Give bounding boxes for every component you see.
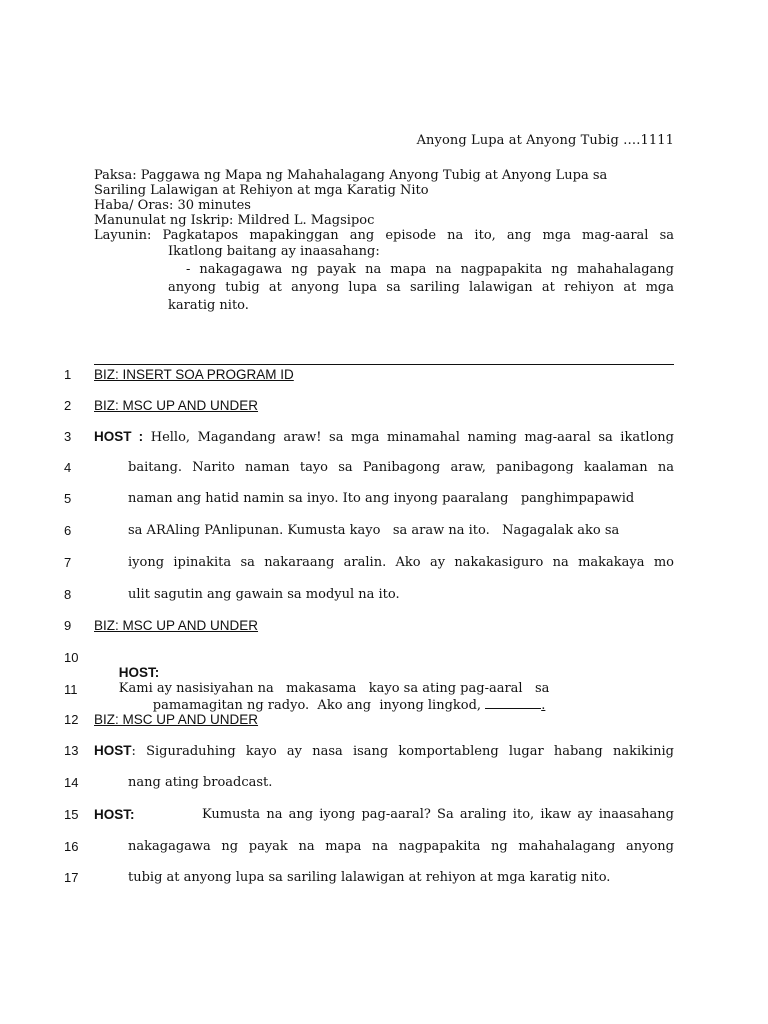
biz-cue: BIZ: INSERT SOA PROGRAM ID bbox=[94, 367, 294, 382]
script-metadata bbox=[94, 168, 674, 315]
objective-text-4: anyong tubig at anyong lupa sa sariling lalawigan at rehiyon at mga bbox=[168, 280, 674, 295]
duration-line: Haba/ Oras: 30 minutes bbox=[94, 198, 251, 213]
line-number: 6 bbox=[64, 523, 72, 538]
script-line bbox=[0, 775, 768, 797]
script-line bbox=[0, 712, 768, 734]
author-line: Manunulat ng Iskrip: Mildred L. Magsipoc bbox=[94, 213, 375, 228]
script-line bbox=[0, 491, 768, 513]
dialogue-text: nang ating broadcast. bbox=[128, 775, 273, 790]
line-number: 4 bbox=[64, 460, 72, 475]
biz-cue: BIZ: MSC UP AND UNDER bbox=[94, 618, 259, 633]
script-line bbox=[0, 618, 768, 640]
paksa-line-1: Paksa: Paggawa ng Mapa ng Mahahalagang Anyong Tubig at Anyong Lupa sa bbox=[94, 168, 608, 183]
dialogue-text: sa ARAling PAnlipunan. Kumusta kayo sa araw na ito. Nagagalak ako sa bbox=[128, 523, 620, 538]
script-line bbox=[0, 398, 768, 420]
objective-first-line bbox=[94, 228, 674, 243]
script-line bbox=[0, 460, 768, 482]
script-line bbox=[0, 587, 768, 609]
script-line bbox=[0, 807, 768, 829]
dialogue-text: naman ang hatid namin sa inyo. Ito ang inyong paaralang panghimpapawid bbox=[128, 491, 635, 506]
section-divider bbox=[94, 364, 674, 365]
line-number: 11 bbox=[64, 682, 78, 697]
dialogue-text: pamamagitan ng radyo. Ako ang inyong lingkod, bbox=[152, 698, 482, 713]
dialogue-text: Hello, Magandang araw! sa mga minamahal naming mag-aaral sa ikatlong bbox=[150, 430, 674, 445]
line-number: 14 bbox=[64, 775, 79, 790]
dialogue-text: nakagagawa ng payak na mapa na nagpapakita ng mahahalagang anyong bbox=[128, 839, 674, 854]
line-number: 9 bbox=[64, 618, 72, 633]
speaker-tag: HOST : bbox=[94, 429, 144, 444]
line-number: 16 bbox=[64, 839, 79, 854]
line-number: 5 bbox=[64, 491, 72, 506]
line-number: 2 bbox=[64, 398, 72, 413]
host-dialogue bbox=[94, 743, 674, 759]
script-line bbox=[0, 429, 768, 451]
objective-continuation bbox=[168, 243, 674, 315]
dialogue-text: tubig at anyong lupa sa sariling lalawigan at rehiyon at mga karatig nito. bbox=[128, 870, 611, 885]
dialogue-text: : Siguraduhing kayo ay nasa isang komportableng lugar habang nakikinig bbox=[131, 744, 674, 759]
line-number: 1 bbox=[64, 367, 72, 382]
script-line bbox=[0, 523, 768, 545]
document-title: Anyong Lupa at Anyong Tubig ….1111 bbox=[416, 133, 674, 148]
objective-text-5: karatig nito. bbox=[168, 298, 249, 313]
line-number: 13 bbox=[64, 743, 79, 758]
line-number: 10 bbox=[64, 650, 79, 665]
speaker-tag: HOST: bbox=[118, 665, 160, 680]
biz-cue: BIZ: MSC UP AND UNDER bbox=[94, 398, 259, 413]
script-line bbox=[0, 870, 768, 892]
script-line bbox=[0, 367, 768, 389]
line-number: 12 bbox=[64, 712, 79, 727]
objective-label: Layunin: bbox=[94, 228, 152, 243]
line-number: 7 bbox=[64, 555, 72, 570]
dialogue-text: Kumusta na ang iyong pag-aaral? Sa araling ito, ikaw ay inaasahang bbox=[202, 807, 674, 822]
name-blank bbox=[485, 697, 541, 709]
script-line bbox=[0, 555, 768, 577]
script-line bbox=[0, 743, 768, 765]
dialogue-text: ulit sagutin ang gawain sa modyul na ito. bbox=[128, 587, 400, 602]
script-line bbox=[0, 839, 768, 861]
speaker-tag: HOST: bbox=[94, 807, 135, 822]
line-number: 17 bbox=[64, 870, 79, 885]
dialogue-text: iyong ipinakita sa nakaraang aralin. Ako ay nakakasiguro na makakaya mo bbox=[128, 555, 674, 570]
speaker-tag: HOST bbox=[94, 743, 132, 758]
objective-text-2: Ikatlong baitang ay inaasahang: bbox=[168, 244, 380, 259]
biz-cue: BIZ: MSC UP AND UNDER bbox=[94, 712, 259, 727]
dialogue-text: baitang. Narito naman tayo sa Panibagong araw, panibagong kaalaman na bbox=[128, 460, 674, 475]
line-number: 3 bbox=[64, 429, 72, 444]
paksa-line-2: Sariling Lalawigan at Rehiyon at mga Karatig Nito bbox=[94, 183, 429, 198]
sentence-end: . bbox=[541, 698, 546, 713]
objective-text-3: - nakagagawa ng payak na mapa na nagpapakita ng mahahalagang bbox=[186, 262, 674, 277]
host-dialogue bbox=[94, 429, 674, 445]
line-number: 8 bbox=[64, 587, 72, 602]
dialogue-text: Kami ay nasisiyahan na makasama kayo sa ating pag-aaral sa bbox=[118, 681, 550, 696]
script-line bbox=[0, 682, 768, 713]
line-number: 15 bbox=[64, 807, 79, 822]
objective-text-1: Pagkatapos mapakinggan ang episode na ito, ang mga mag-aaral sa bbox=[162, 228, 674, 243]
